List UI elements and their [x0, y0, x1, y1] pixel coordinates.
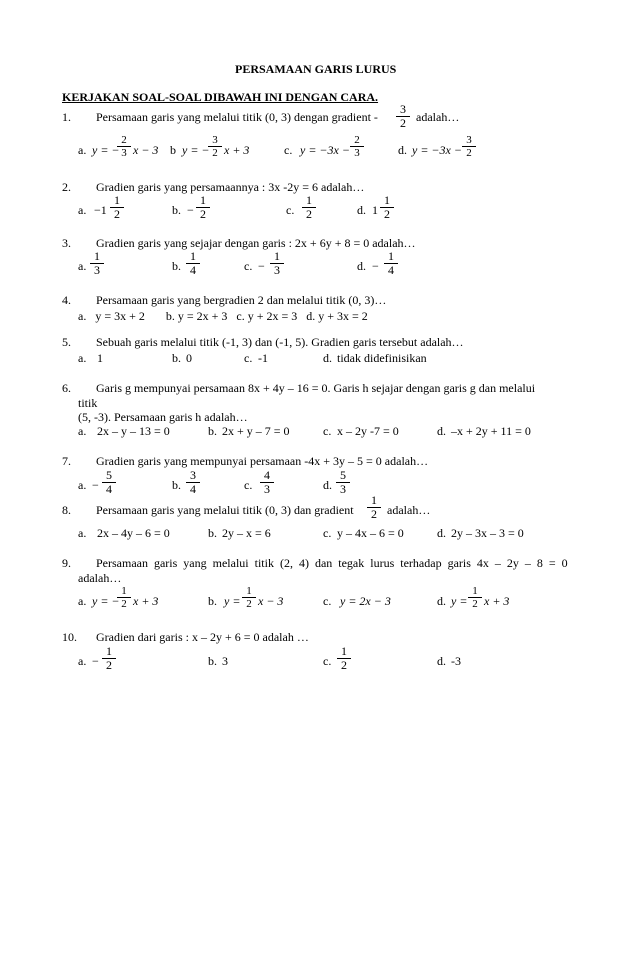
- q5-option-d-label: d.: [323, 351, 332, 365]
- q8-after: adalah…: [387, 503, 431, 517]
- q9-option-b-pre: y =: [224, 594, 241, 608]
- q9-option-d-pre: y =: [451, 594, 468, 608]
- q3-option-a-frac: $\frac{1}{3}$: [90, 250, 104, 277]
- q3-text: Gradien garis yang sejajar dengan garis : 2x + 6y + 8 = 0 adalah…: [96, 236, 416, 250]
- q10-option-b-value: 3: [222, 654, 228, 668]
- q2-text: Gradien garis yang persamaannya : 3x -2y = 6 adalah…: [96, 180, 365, 194]
- q1-option-d-pre: y = −3x −: [412, 143, 462, 157]
- q9-line1: Persamaan garis yang melalui titik (2, 4) dan tegak lurus terhadap garis 4x – 2y – 8 = 0: [96, 556, 568, 570]
- instruction: KERJAKAN SOAL-SOAL DIBAWAH INI DENGAN CARA.: [62, 90, 379, 104]
- q7-text: Gradien garis yang mempunyai persamaan -4x + 3y – 5 = 0 adalah…: [96, 454, 429, 468]
- q1-option-a-post: x − 3: [133, 143, 159, 157]
- q8-fraction: $\frac{1}{2}$: [367, 494, 381, 521]
- q10-option-d-value: -3: [451, 654, 461, 668]
- q2-option-a-pre: −1: [94, 203, 107, 217]
- q2-option-b-label: b.: [172, 203, 181, 217]
- q10-option-b-label: b.: [208, 654, 217, 668]
- q10-option-d-label: d.: [437, 654, 446, 668]
- q8-option-c-value: y – 4x – 6 = 0: [337, 526, 404, 540]
- q9-option-a-pre: y = −: [92, 594, 120, 608]
- q1-after: adalah…: [416, 110, 460, 124]
- q1-option-b-label: b: [170, 143, 176, 157]
- q1-option-c-frac: $\frac{2}{3}$: [350, 134, 364, 159]
- q10-option-a-label: a.: [78, 654, 87, 668]
- q2-option-d-label: d.: [357, 203, 366, 217]
- q10-text: Gradien dari garis : x – 2y + 6 = 0 adalah …: [96, 630, 309, 644]
- q9-option-a-label: a.: [78, 594, 87, 608]
- q8-option-a-label: a.: [78, 526, 87, 540]
- q5-option-a-value: 1: [97, 351, 103, 365]
- q10-option-c-label: c.: [323, 654, 332, 668]
- q7-option-a-pre: −: [92, 478, 99, 492]
- q2-option-c-frac: $\frac{1}{2}$: [302, 194, 316, 221]
- q5-text: Sebuah garis melalui titik (-1, 3) dan (-1, 5). Gradien garis tersebut adalah…: [96, 335, 464, 349]
- q9-number: 9.: [62, 556, 71, 570]
- q6-option-b-value: 2x + y – 7 = 0: [222, 424, 290, 438]
- q1-option-c-pre: y = −3x −: [300, 143, 350, 157]
- q6-number: 6.: [62, 381, 71, 395]
- q7-number: 7.: [62, 454, 71, 468]
- q9-option-c-label: c.: [323, 594, 332, 608]
- q6-option-c-value: x – 2y -7 = 0: [337, 424, 399, 438]
- q8-number: 8.: [62, 503, 71, 517]
- q7-option-c-frac: $\frac{4}{3}$: [260, 469, 274, 496]
- q3-option-d-label: d.: [357, 259, 366, 273]
- q3-number: 3.: [62, 236, 71, 250]
- q10-option-c-frac: $\frac{1}{2}$: [337, 645, 351, 672]
- q9-option-d-post: x + 3: [484, 594, 510, 608]
- q6-option-a-value: 2x – y – 13 = 0: [97, 424, 170, 438]
- q2-option-c-label: c.: [286, 203, 295, 217]
- q1-fraction: $\frac{3}{2}$: [396, 103, 410, 130]
- q9-option-b-label: b.: [208, 594, 217, 608]
- q5-option-c-value: -1: [258, 351, 268, 365]
- q5-option-c-label: c.: [244, 351, 253, 365]
- q8-option-d-value: 2y – 3x – 3 = 0: [451, 526, 524, 540]
- q2-option-a-label: a.: [78, 203, 87, 217]
- q6-option-a-label: a.: [78, 424, 87, 438]
- q9-option-c-pre: y = 2x − 3: [340, 594, 391, 608]
- q5-number: 5.: [62, 335, 71, 349]
- q9-option-b-post: x − 3: [258, 594, 284, 608]
- q1-option-b-pre: y = −: [182, 143, 210, 157]
- q1-option-c-label: c.: [284, 143, 293, 157]
- q5-option-d-value: tidak didefinisikan: [337, 351, 427, 365]
- q2-option-b-frac: $\frac{1}{2}$: [196, 194, 210, 221]
- q1-option-d-label: d.: [398, 143, 407, 157]
- q7-option-c-label: c.: [244, 478, 253, 492]
- q1-number: 1.: [62, 110, 71, 124]
- q7-option-d-frac: $\frac{5}{3}$: [336, 469, 350, 496]
- q8-option-a-value: 2x – 4y – 6 = 0: [97, 526, 170, 540]
- q3-option-d-pre: −: [372, 259, 379, 273]
- q1-option-d-frac: $\frac{3}{2}$: [462, 134, 476, 159]
- q9-option-a-frac: $\frac{1}{2}$: [117, 585, 131, 610]
- q10-option-a-pre: −: [92, 654, 99, 668]
- q2-option-b-pre: −: [187, 203, 194, 217]
- q7-option-d-label: d.: [323, 478, 332, 492]
- q1-option-a-pre: y = −: [92, 143, 120, 157]
- q3-option-c-label: c.: [244, 259, 253, 273]
- q9-option-d-frac: $\frac{1}{2}$: [468, 585, 482, 610]
- q6-line3: (5, -3). Persamaan garis h adalah…: [78, 410, 248, 424]
- q6-option-c-label: c.: [323, 424, 332, 438]
- q7-option-a-frac: $\frac{5}{4}$: [102, 469, 116, 496]
- q1-text: Persamaan garis yang melalui titik (0, 3) dengan gradient -: [96, 110, 378, 124]
- q3-option-a-label: a.: [78, 259, 87, 273]
- q1-option-b-post: x + 3: [224, 143, 250, 157]
- q5-option-b-label: b.: [172, 351, 181, 365]
- q8-option-b-value: 2y – x = 6: [222, 526, 271, 540]
- q10-number: 10.: [62, 630, 77, 644]
- q8-text: Persamaan garis yang melalui titik (0, 3) dan gradient: [96, 503, 354, 517]
- q6-option-d-label: d.: [437, 424, 446, 438]
- q4-options: a. y = 3x + 2 b. y = 2x + 3 c. y + 2x = 3 d. y + 3x = 2: [78, 309, 368, 323]
- q10-option-a-frac: $\frac{1}{2}$: [102, 645, 116, 672]
- q6-option-b-label: b.: [208, 424, 217, 438]
- q2-option-a-frac: $\frac{1}{2}$: [110, 194, 124, 221]
- q3-option-d-frac: $\frac{1}{4}$: [384, 250, 398, 277]
- page-title: PERSAMAAN GARIS LURUS: [235, 62, 397, 76]
- q5-option-b-value: 0: [186, 351, 192, 365]
- q1-option-a-frac: $\frac{2}{3}$: [117, 134, 131, 159]
- q1-option-a-label: a.: [78, 143, 87, 157]
- q2-option-d-pre: 1: [372, 203, 378, 217]
- q3-option-b-label: b.: [172, 259, 181, 273]
- q5-option-a-label: a.: [78, 351, 87, 365]
- q7-option-a-label: a.: [78, 478, 87, 492]
- q4-text: Persamaan garis yang bergradien 2 dan melalui titik (0, 3)…: [96, 293, 387, 307]
- q9-option-a-post: x + 3: [133, 594, 159, 608]
- q3-option-c-pre: −: [258, 259, 265, 273]
- q3-option-b-frac: $\frac{1}{4}$: [186, 250, 200, 277]
- q7-option-b-frac: $\frac{3}{4}$: [186, 469, 200, 496]
- q2-number: 2.: [62, 180, 71, 194]
- q2-option-d-frac: $\frac{1}{2}$: [380, 194, 394, 221]
- q8-option-d-label: d.: [437, 526, 446, 540]
- q9-option-d-label: d.: [437, 594, 446, 608]
- q3-option-c-frac: $\frac{1}{3}$: [270, 250, 284, 277]
- q6-line1: Garis g mempunyai persamaan 8x + 4y – 16 = 0. Garis h sejajar dengan garis g dan melalui: [96, 381, 536, 395]
- q7-option-b-label: b.: [172, 478, 181, 492]
- q1-option-b-frac: $\frac{3}{2}$: [208, 134, 222, 159]
- q8-option-b-label: b.: [208, 526, 217, 540]
- q4-number: 4.: [62, 293, 71, 307]
- q9-line2: adalah…: [78, 571, 122, 585]
- q6-line2: titik: [78, 396, 98, 410]
- q8-option-c-label: c.: [323, 526, 332, 540]
- q9-option-b-frac: $\frac{1}{2}$: [242, 585, 256, 610]
- q6-option-d-value: –x + 2y + 11 = 0: [451, 424, 531, 438]
